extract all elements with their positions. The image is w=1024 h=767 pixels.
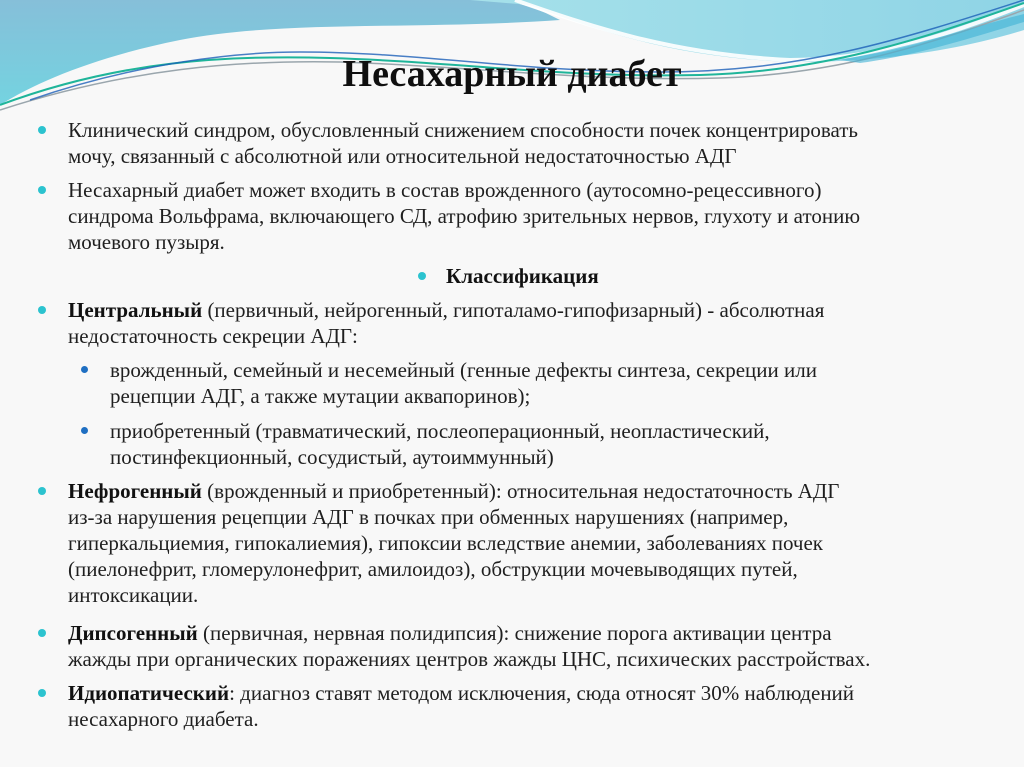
term-label: Идиопатический <box>68 681 230 705</box>
list-item: Клинический синдром, обусловленный снижением способности почек концентрировать мочу, связанный с абсолютной или относительной недостаточностью АДГ <box>68 117 858 169</box>
bullet-dot-icon <box>38 487 46 495</box>
bullet-dot-icon <box>38 186 46 194</box>
bullet-dot-icon <box>38 689 46 697</box>
bullet-dot-icon <box>38 126 46 134</box>
section-heading: Классификация <box>446 263 599 289</box>
sub-list-item: приобретенный (травматический, послеоперационный, неопластический, постинфекционный, сосудистый, аутоиммунный) <box>110 418 770 470</box>
term-label: Нефрогенный <box>68 479 202 503</box>
bullet-dot-icon <box>418 272 426 280</box>
bullet-dot-icon <box>38 629 46 637</box>
term-label: Дипсогенный <box>68 621 198 645</box>
slide-title: Несахарный диабет <box>342 53 682 95</box>
list-item-nephrogenic: Нефрогенный (врожденный и приобретенный): относительная недостаточность АДГ из-за нарушения рецепции АДГ в почках при обменных нарушениях (например, гиперкальциемия, гипокалиемия), гипоксии вследствие анемии, заболеваниях почек (пиелонефрит, гломерулонефрит, амилоидоз), обструкции мочевыводящих путей, интоксикации. <box>68 478 839 608</box>
list-item: Несахарный диабет может входить в состав врожденного (аутосомно-рецессивного) синдрома Вольфрама, включающего СД, атрофию зрительных нервов, глухоту и атонию мочевого пузыря. <box>68 177 860 255</box>
bullet-dot-icon <box>38 306 46 314</box>
list-item-central: Центральный (первичный, нейрогенный, гипоталамо-гипофизарный) - абсолютная недостаточность секреции АДГ: <box>68 297 824 349</box>
sub-list-item: врожденный, семейный и несемейный (генные дефекты синтеза, секреции или рецепции АДГ, а также мутации аквапоринов); <box>110 357 817 409</box>
list-item-idiopathic: Идиопатический: диагноз ставят методом исключения, сюда относят 30% наблюдений несахарного диабета. <box>68 680 854 732</box>
bullet-dot-icon <box>81 366 88 373</box>
list-item-dipsogenic: Дипсогенный (первичная, нервная полидипсия): снижение порога активации центра жажды при органических поражениях центров жажды ЦНС, психических расстройствах. <box>68 620 870 672</box>
bullet-dot-icon <box>81 427 88 434</box>
term-label: Центральный <box>68 298 203 322</box>
